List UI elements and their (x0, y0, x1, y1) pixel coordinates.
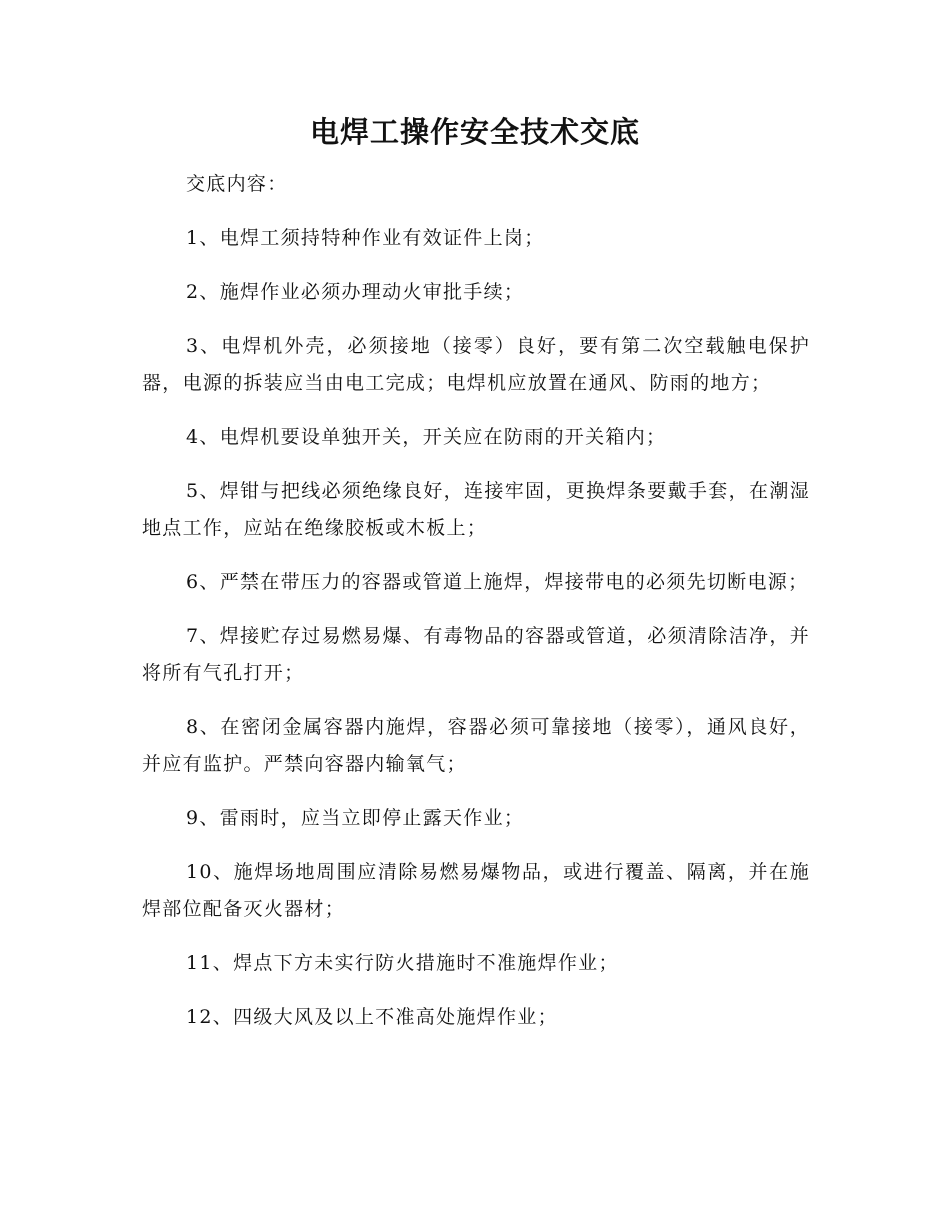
list-item: 12、四级大风及以上不准高处施焊作业； (186, 1006, 558, 1028)
document-title: 电焊工操作安全技术交底 (309, 115, 640, 149)
list-item: 10、施焊场地周围应清除易燃易爆物品，或进行覆盖、隔离，并在施焊部位配备灭火器材； (142, 861, 810, 920)
list-item: 7、焊接贮存过易燃易爆、有毒物品的容器或管道，必须清除洁净，并将所有气孔打开； (142, 625, 810, 684)
list-item: 5、焊钳与把线必须绝缘良好，连接牢固，更换焊条要戴手套，在潮湿地点工作，应站在绝缘胶板或木板上； (142, 480, 810, 539)
list-item: 6、严禁在带压力的容器或管道上施焊，焊接带电的必须先切断电源； (186, 571, 809, 593)
intro-paragraph: 交底内容： (186, 173, 288, 195)
list-item: 4、电焊机要设单独开关，开关应在防雨的开关箱内； (186, 426, 667, 448)
list-item: 3、电焊机外壳，必须接地（接零）良好，要有第二次空载触电保护器，电源的拆装应当由电工完成；电焊机应放置在通风、防雨的地方； (142, 335, 810, 394)
list-item: 8、在密闭金属容器内施焊，容器必须可靠接地（接零），通风良好，并应有监护。严禁向容器内输氧气； (142, 716, 810, 775)
list-item: 1、电焊工须持特种作业有效证件上岗； (186, 227, 545, 249)
document-body (142, 166, 810, 1053)
list-item: 9、雷雨时，应当立即停止露天作业； (186, 807, 525, 829)
list-item: 2、施焊作业必须办理动火审批手续； (186, 281, 525, 303)
list-item: 11、焊点下方未实行防火措施时不准施焊作业； (186, 952, 619, 974)
